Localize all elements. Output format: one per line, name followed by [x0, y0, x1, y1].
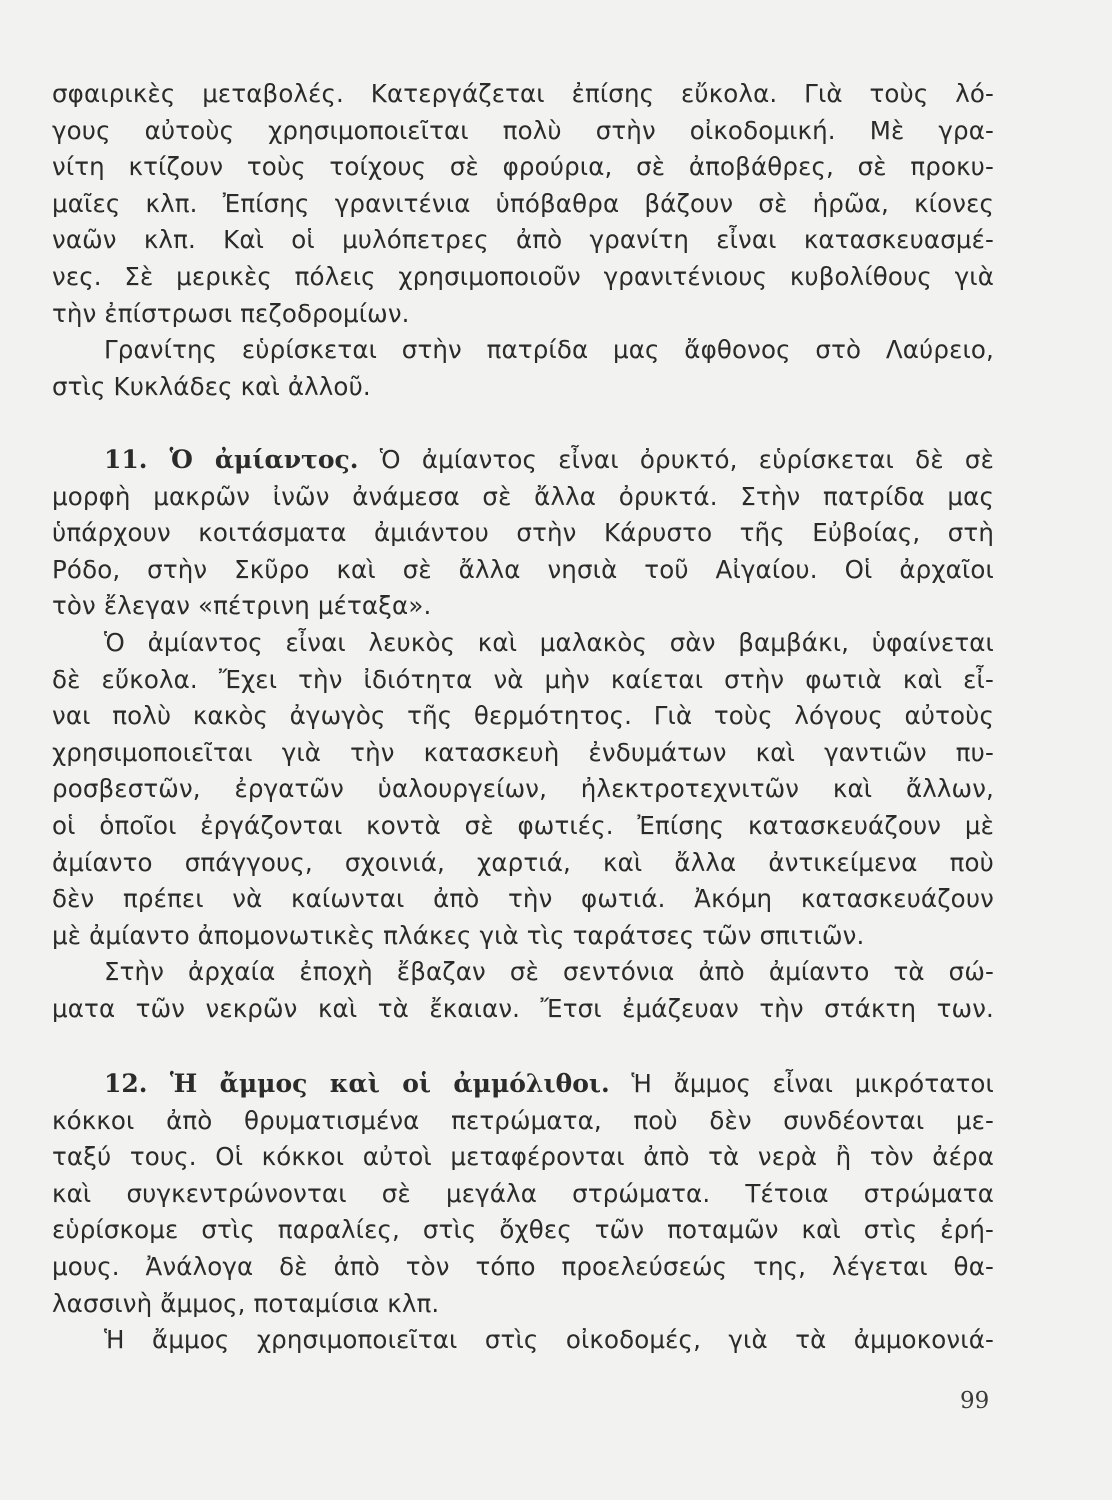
text-line: ναῶν κλπ. Καὶ οἱ μυλόπετρες ἀπὸ γρανίτη εἶναι κατασκευασμέ-	[52, 225, 994, 255]
granite-text-block	[52, 76, 994, 405]
text-line: κόκκοι ἀπὸ θρυματισμένα πετρώματα, ποὺ δὲν συνδέονται με-	[52, 1105, 994, 1135]
text-line: μὲ ἀμίαντο ἀπομονωτικὲς πλάκες γιὰ τὶς ταράτσες τῶν σπιτιῶν.	[52, 920, 865, 950]
text-line: μαῖες κλπ. Ἐπίσης γρανιτένια ὑπόβαθρα βάζουν σὲ ἡρῶα, κίονες	[52, 188, 994, 218]
text-line: Ὁ ἀμίαντος εἶναι λευκὸς καὶ μαλακὸς σὰν βαμβάκι, ὑφαίνεται	[104, 627, 994, 657]
text-line: τὴν ἐπίστρωσι πεζοδρομίων.	[52, 298, 410, 328]
section-heading: 12. Ἡ ἄμμος καὶ οἱ ἀμμόλιθοι.	[104, 1069, 610, 1098]
text-line: Ἡ ἄμμος χρησιμοποιεῖται στὶς οἰκοδομές, γιὰ τὰ ἀμμοκονιά-	[104, 1325, 994, 1355]
text-line: Ρόδο, στὴν Σκῦρο καὶ σὲ ἄλλα νησιὰ τοῦ Αἰγαίου. Οἱ ἀρχαῖοι	[52, 554, 994, 584]
text-run: Ἡ ἄμμος εἶναι μικρότατοι	[631, 1069, 994, 1098]
text-line: μορφὴ μακρῶν ἰνῶν ἀνάμεσα σὲ ἄλλα ὀρυκτά. Στὴν πατρίδα μας	[52, 481, 994, 511]
section-heading: 11. Ὁ ἀμίαντος.	[104, 445, 359, 474]
section-11	[52, 442, 994, 1028]
text-line: Γρανίτης εὑρίσκεται στὴν πατρίδα μας ἄφθονος στὸ Λαύρειο,	[104, 335, 994, 365]
text-line: νες. Σὲ μερικὲς πόλεις χρησιμοποιοῦν γρανιτένιους κυβολίθους γιὰ	[52, 261, 994, 291]
text-line: λασσινὴ ἄμμος, ποταμίσια κλπ.	[52, 1288, 440, 1318]
text-line: δὲν πρέπει νὰ καίωνται ἀπὸ τὴν φωτιά. Ἀκόμη κατασκευάζουν	[52, 884, 994, 914]
text-line: οἱ ὁποῖοι ἐργάζονται κοντὰ σὲ φωτιές. Ἐπίσης κατασκευάζουν μὲ	[52, 810, 994, 840]
text-line: σφαιρικὲς μεταβολές. Κατεργάζεται ἐπίσης εὔκολα. Γιὰ τοὺς λό-	[52, 79, 994, 108]
section-heading-line	[52, 442, 994, 479]
text-line: τὸν ἔλεγαν «πέτρινη μέταξα».	[52, 591, 432, 621]
section-12	[52, 1066, 994, 1359]
text-line: δὲ εὔκολα. Ἔχει τὴν ἰδιότητα νὰ μὴν καίεται στὴν φωτιὰ καὶ εἶ-	[52, 664, 994, 694]
text-run: Ὁ ἀμίαντος εἶναι ὀρυκτό, εὑρίσκεται δὲ σὲ	[379, 445, 994, 474]
section-heading-line	[52, 1066, 994, 1103]
text-line: καὶ συγκεντρώνονται σὲ μεγάλα στρώματα. Τέτοια στρώματα	[52, 1178, 994, 1208]
page-number: 99	[960, 1388, 990, 1414]
text-line: εὑρίσκομε στὶς παραλίες, στὶς ὄχθες τῶν ποταμῶν καὶ στὶς ἐρή-	[52, 1215, 994, 1245]
text-line: ταξύ τους. Οἱ κόκκοι αὐτοὶ μεταφέρονται ἀπὸ τὰ νερὰ ἢ τὸν ἀέρα	[52, 1142, 994, 1172]
text-line: στὶς Κυκλάδες καὶ ἀλλοῦ.	[52, 371, 371, 401]
text-line: ματα τῶν νεκρῶν καὶ τὰ ἔκαιαν. Ἔτσι ἐμάζευαν τὴν στάκτη των.	[52, 993, 994, 1023]
text-line: ὑπάρχουν κοιτάσματα ἀμιάντου στὴν Κάρυστο τῆς Εὐβοίας, στὴ	[52, 518, 994, 548]
text-line: χρησιμοποιεῖται γιὰ τὴν κατασκευὴ ἐνδυμάτων καὶ γαντιῶν πυ-	[52, 737, 994, 767]
text-line: γους αὐτοὺς χρησιμοποιεῖται πολὺ στὴν οἰκοδομική. Μὲ γρα-	[52, 115, 994, 145]
text-line: ναι πολὺ κακὸς ἀγωγὸς τῆς θερμότητος. Γιὰ τοὺς λόγους αὐτοὺς	[52, 701, 994, 731]
text-line: ἀμίαντο σπάγγους, σχοινιά, χαρτιά, καὶ ἄλλα ἀντικείμενα ποὺ	[52, 847, 994, 877]
text-line: ροσβεστῶν, ἐργατῶν ὑαλουργείων, ἠλεκτροτεχνιτῶν καὶ ἄλλων,	[52, 774, 994, 804]
text-line: μους. Ἀνάλογα δὲ ἀπὸ τὸν τόπο προελεύσεώς της, λέγεται θα-	[52, 1251, 994, 1281]
text-line: Στὴν ἀρχαία ἐποχὴ ἔβαζαν σὲ σεντόνια ἀπὸ ἀμίαντο τὰ σώ-	[104, 957, 994, 987]
text-line: νίτη κτίζουν τοὺς τοίχους σὲ φρούρια, σὲ ἀποβάθρες, σὲ προκυ-	[52, 152, 994, 182]
